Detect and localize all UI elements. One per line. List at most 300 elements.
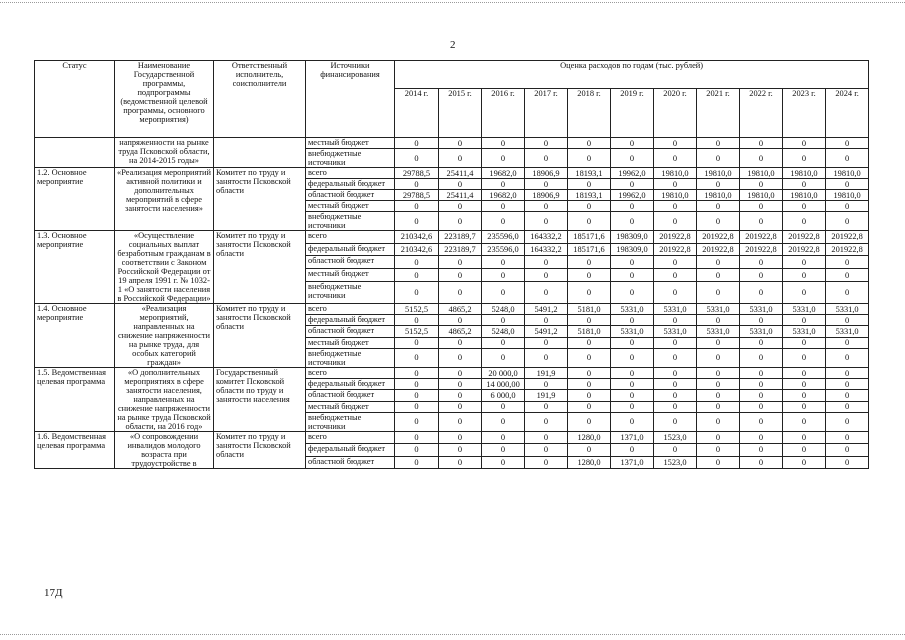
- amount-cell: 5491,2: [525, 304, 568, 315]
- header-year: 2014 г.: [395, 89, 439, 138]
- amount-cell: 0: [697, 256, 740, 269]
- amount-cell: 0: [740, 315, 783, 326]
- amount-cell: 0: [395, 401, 439, 412]
- amount-cell: 0: [697, 456, 740, 468]
- amount-cell: 0: [395, 379, 439, 390]
- amount-cell: 19810,0: [826, 168, 869, 179]
- amount-cell: 0: [525, 456, 568, 468]
- amount-cell: 5331,0: [783, 304, 826, 315]
- amount-cell: 164332,2: [525, 231, 568, 244]
- amount-cell: 0: [697, 138, 740, 149]
- amount-cell: 19962,0: [611, 190, 654, 201]
- amount-cell: 0: [525, 412, 568, 431]
- amount-cell: 0: [697, 390, 740, 401]
- amount-cell: 0: [654, 149, 697, 168]
- amount-cell: 0: [826, 201, 869, 212]
- amount-cell: 0: [654, 201, 697, 212]
- funding-source-cell: областной бюджет: [306, 256, 395, 269]
- amount-cell: 0: [482, 212, 525, 231]
- amount-cell: 0: [482, 138, 525, 149]
- amount-cell: 0: [568, 379, 611, 390]
- amount-cell: 0: [611, 149, 654, 168]
- amount-cell: 0: [482, 149, 525, 168]
- amount-cell: 0: [783, 212, 826, 231]
- amount-cell: 0: [611, 379, 654, 390]
- amount-cell: 0: [611, 401, 654, 412]
- amount-cell: 0: [439, 368, 482, 379]
- amount-cell: 0: [783, 456, 826, 468]
- amount-cell: 0: [654, 138, 697, 149]
- amount-cell: 0: [611, 212, 654, 231]
- amount-cell: 0: [439, 212, 482, 231]
- amount-cell: 5152,5: [395, 326, 439, 337]
- amount-cell: 0: [439, 456, 482, 468]
- amount-cell: 0: [525, 212, 568, 231]
- amount-cell: 0: [439, 149, 482, 168]
- amount-cell: 0: [826, 256, 869, 269]
- amount-cell: 191,9: [525, 390, 568, 401]
- amount-cell: 0: [826, 412, 869, 431]
- amount-cell: 0: [654, 269, 697, 282]
- amount-cell: 185171,6: [568, 243, 611, 256]
- amount-cell: 0: [611, 390, 654, 401]
- amount-cell: 0: [826, 281, 869, 303]
- amount-cell: 0: [783, 432, 826, 444]
- amount-cell: 0: [395, 179, 439, 190]
- amount-cell: 0: [568, 256, 611, 269]
- amount-cell: 0: [783, 269, 826, 282]
- amount-cell: 0: [439, 390, 482, 401]
- amount-cell: 0: [697, 444, 740, 456]
- amount-cell: 0: [525, 149, 568, 168]
- amount-cell: 0: [654, 379, 697, 390]
- amount-cell: 0: [783, 315, 826, 326]
- amount-cell: 0: [525, 444, 568, 456]
- amount-cell: 0: [783, 149, 826, 168]
- amount-cell: 0: [783, 256, 826, 269]
- amount-cell: 0: [395, 315, 439, 326]
- amount-cell: 25411,4: [439, 190, 482, 201]
- amount-cell: 0: [439, 315, 482, 326]
- program-name-cell: «О дополнительных мероприятиях в сфере занятости населения, направленных на снижение напряженности на рынке труда Псковской области, на 2016 год»: [115, 368, 214, 432]
- amount-cell: 0: [740, 256, 783, 269]
- amount-cell: 0: [395, 390, 439, 401]
- amount-cell: 0: [395, 149, 439, 168]
- amount-cell: 0: [395, 432, 439, 444]
- amount-cell: 29788,5: [395, 190, 439, 201]
- amount-cell: 0: [568, 269, 611, 282]
- amount-cell: 0: [611, 179, 654, 190]
- amount-cell: 0: [697, 337, 740, 348]
- table-row: [35, 304, 869, 315]
- header-year: 2023 г.: [783, 89, 826, 138]
- header-sources: Источники финансирования: [306, 61, 395, 138]
- amount-cell: 5491,2: [525, 326, 568, 337]
- amount-cell: 0: [568, 348, 611, 367]
- amount-cell: 210342,6: [395, 231, 439, 244]
- amount-cell: 0: [740, 412, 783, 431]
- amount-cell: 0: [783, 281, 826, 303]
- amount-cell: 0: [654, 444, 697, 456]
- amount-cell: 0: [395, 201, 439, 212]
- funding-source-cell: внебюджетные источники: [306, 149, 395, 168]
- funding-source-cell: федеральный бюджет: [306, 444, 395, 456]
- funding-source-cell: всего: [306, 231, 395, 244]
- table-row: [35, 168, 869, 179]
- amount-cell: 0: [740, 337, 783, 348]
- amount-cell: 201922,8: [826, 243, 869, 256]
- amount-cell: 0: [525, 348, 568, 367]
- amount-cell: 0: [568, 337, 611, 348]
- amount-cell: 0: [740, 281, 783, 303]
- amount-cell: 0: [568, 201, 611, 212]
- amount-cell: 5181,0: [568, 304, 611, 315]
- amount-cell: 201922,8: [697, 243, 740, 256]
- amount-cell: 0: [783, 390, 826, 401]
- header-year: 2017 г.: [525, 89, 568, 138]
- amount-cell: 0: [568, 138, 611, 149]
- funding-source-cell: внебюджетные источники: [306, 281, 395, 303]
- table-row: [35, 138, 869, 149]
- amount-cell: 0: [654, 412, 697, 431]
- amount-cell: 19682,0: [482, 168, 525, 179]
- program-name-cell: «Реализация мероприятий активной политики и дополнительных мероприятий в сфере занятости населения»: [115, 168, 214, 231]
- status-cell: 1.3. Основное мероприятие: [35, 231, 115, 304]
- amount-cell: 0: [611, 138, 654, 149]
- amount-cell: 0: [482, 456, 525, 468]
- amount-cell: 0: [395, 212, 439, 231]
- amount-cell: 1371,0: [611, 432, 654, 444]
- amount-cell: 0: [740, 368, 783, 379]
- amount-cell: 0: [826, 138, 869, 149]
- amount-cell: 0: [568, 149, 611, 168]
- amount-cell: 1523,0: [654, 432, 697, 444]
- header-responsible: Ответственный исполнитель, соисполнители: [214, 61, 306, 138]
- amount-cell: 0: [740, 269, 783, 282]
- responsible-cell: Комитет по труду и занятости Псковской области: [214, 231, 306, 304]
- funding-source-cell: местный бюджет: [306, 138, 395, 149]
- amount-cell: 19810,0: [740, 190, 783, 201]
- amount-cell: 0: [611, 201, 654, 212]
- amount-cell: 0: [439, 269, 482, 282]
- amount-cell: 5331,0: [611, 304, 654, 315]
- amount-cell: 0: [654, 256, 697, 269]
- amount-cell: 19810,0: [826, 190, 869, 201]
- amount-cell: 223189,7: [439, 231, 482, 244]
- funding-source-cell: местный бюджет: [306, 401, 395, 412]
- amount-cell: 0: [395, 337, 439, 348]
- funding-source-cell: федеральный бюджет: [306, 315, 395, 326]
- amount-cell: 4865,2: [439, 326, 482, 337]
- amount-cell: 0: [697, 432, 740, 444]
- amount-cell: 0: [826, 348, 869, 367]
- amount-cell: 0: [482, 348, 525, 367]
- amount-cell: 0: [525, 379, 568, 390]
- amount-cell: 19810,0: [783, 168, 826, 179]
- amount-cell: 0: [826, 179, 869, 190]
- funding-source-cell: всего: [306, 368, 395, 379]
- header-estimate: Оценка расходов по годам (тыс. рублей): [395, 61, 869, 89]
- amount-cell: 0: [611, 315, 654, 326]
- amount-cell: 0: [395, 256, 439, 269]
- amount-cell: 0: [740, 390, 783, 401]
- page-number: 2: [450, 39, 456, 51]
- amount-cell: 0: [482, 201, 525, 212]
- header-name: Наименование Государственной программы, подпрограммы (ведомственной целевой программы, основного мероприятия): [115, 61, 214, 138]
- header-year: 2016 г.: [482, 89, 525, 138]
- amount-cell: 0: [697, 179, 740, 190]
- amount-cell: 5248,0: [482, 326, 525, 337]
- amount-cell: 0: [826, 368, 869, 379]
- table-row: [35, 368, 869, 379]
- amount-cell: 18906,9: [525, 168, 568, 179]
- header-status: Статус: [35, 61, 115, 138]
- amount-cell: 25411,4: [439, 168, 482, 179]
- amount-cell: 0: [439, 379, 482, 390]
- funding-source-cell: внебюджетные источники: [306, 412, 395, 431]
- amount-cell: 19810,0: [654, 168, 697, 179]
- amount-cell: 201922,8: [654, 231, 697, 244]
- amount-cell: 0: [439, 256, 482, 269]
- amount-cell: 0: [482, 432, 525, 444]
- amount-cell: 0: [395, 368, 439, 379]
- table-row: [35, 231, 869, 244]
- amount-cell: 0: [439, 412, 482, 431]
- amount-cell: 0: [783, 179, 826, 190]
- amount-cell: 0: [611, 337, 654, 348]
- amount-cell: 0: [568, 401, 611, 412]
- amount-cell: 201922,8: [740, 231, 783, 244]
- amount-cell: 0: [482, 412, 525, 431]
- amount-cell: 19810,0: [654, 190, 697, 201]
- amount-cell: 19810,0: [697, 168, 740, 179]
- amount-cell: 201922,8: [697, 231, 740, 244]
- amount-cell: 0: [568, 368, 611, 379]
- amount-cell: 5331,0: [654, 326, 697, 337]
- amount-cell: 0: [525, 315, 568, 326]
- scan-top-edge: [0, 2, 905, 3]
- amount-cell: 0: [611, 368, 654, 379]
- amount-cell: 0: [826, 444, 869, 456]
- amount-cell: 0: [482, 337, 525, 348]
- amount-cell: 19810,0: [783, 190, 826, 201]
- amount-cell: 0: [826, 456, 869, 468]
- amount-cell: 0: [826, 379, 869, 390]
- amount-cell: 0: [826, 269, 869, 282]
- amount-cell: 0: [697, 368, 740, 379]
- amount-cell: 0: [482, 256, 525, 269]
- header-year: 2019 г.: [611, 89, 654, 138]
- amount-cell: 1371,0: [611, 456, 654, 468]
- amount-cell: 201922,8: [826, 231, 869, 244]
- amount-cell: 0: [439, 432, 482, 444]
- responsible-cell: Комитет по труду и занятости Псковской области: [214, 304, 306, 368]
- amount-cell: 0: [395, 269, 439, 282]
- amount-cell: 0: [740, 348, 783, 367]
- amount-cell: 14 000,00: [482, 379, 525, 390]
- amount-cell: 0: [697, 412, 740, 431]
- amount-cell: 201922,8: [740, 243, 783, 256]
- funding-source-cell: местный бюджет: [306, 337, 395, 348]
- amount-cell: 198309,0: [611, 231, 654, 244]
- funding-source-cell: областной бюджет: [306, 326, 395, 337]
- program-name-cell: «Реализация мероприятий, направленных на снижение напряженности на рынке труда, для особых категорий граждан»: [115, 304, 214, 368]
- amount-cell: 1523,0: [654, 456, 697, 468]
- amount-cell: 19682,0: [482, 190, 525, 201]
- amount-cell: 0: [783, 401, 826, 412]
- amount-cell: 0: [439, 281, 482, 303]
- amount-cell: 0: [568, 315, 611, 326]
- amount-cell: 0: [482, 269, 525, 282]
- status-cell: 1.2. Основное мероприятие: [35, 168, 115, 231]
- amount-cell: 0: [783, 444, 826, 456]
- amount-cell: 0: [740, 149, 783, 168]
- amount-cell: 0: [826, 432, 869, 444]
- amount-cell: 0: [654, 348, 697, 367]
- amount-cell: 0: [740, 444, 783, 456]
- amount-cell: 0: [697, 401, 740, 412]
- amount-cell: 0: [568, 281, 611, 303]
- amount-cell: 5331,0: [783, 326, 826, 337]
- amount-cell: 0: [525, 256, 568, 269]
- amount-cell: 0: [568, 212, 611, 231]
- header-year: 2022 г.: [740, 89, 783, 138]
- funding-source-cell: местный бюджет: [306, 269, 395, 282]
- amount-cell: 0: [482, 444, 525, 456]
- amount-cell: 0: [654, 390, 697, 401]
- amount-cell: 0: [783, 348, 826, 367]
- amount-cell: 0: [697, 201, 740, 212]
- amount-cell: 4865,2: [439, 304, 482, 315]
- amount-cell: 0: [395, 348, 439, 367]
- funding-source-cell: областной бюджет: [306, 390, 395, 401]
- amount-cell: 0: [654, 401, 697, 412]
- amount-cell: 5248,0: [482, 304, 525, 315]
- amount-cell: 0: [783, 412, 826, 431]
- amount-cell: 0: [482, 315, 525, 326]
- amount-cell: 0: [697, 379, 740, 390]
- amount-cell: 1280,0: [568, 432, 611, 444]
- status-cell: 1.5. Ведомственная целевая программа: [35, 368, 115, 432]
- amount-cell: 0: [654, 281, 697, 303]
- amount-cell: 0: [826, 401, 869, 412]
- amount-cell: 0: [439, 201, 482, 212]
- amount-cell: 201922,8: [783, 231, 826, 244]
- amount-cell: 0: [740, 432, 783, 444]
- amount-cell: 0: [740, 138, 783, 149]
- amount-cell: 0: [697, 149, 740, 168]
- amount-cell: 5152,5: [395, 304, 439, 315]
- amount-cell: 0: [525, 138, 568, 149]
- amount-cell: 201922,8: [783, 243, 826, 256]
- amount-cell: 0: [395, 412, 439, 431]
- amount-cell: 5331,0: [611, 326, 654, 337]
- amount-cell: 18193,1: [568, 168, 611, 179]
- amount-cell: 0: [568, 412, 611, 431]
- amount-cell: 0: [740, 456, 783, 468]
- amount-cell: 0: [482, 401, 525, 412]
- status-cell: 1.6. Ведомственная целевая программа: [35, 432, 115, 469]
- amount-cell: 18193,1: [568, 190, 611, 201]
- expenditure-table: [34, 60, 869, 469]
- amount-cell: 0: [783, 379, 826, 390]
- amount-cell: 0: [611, 256, 654, 269]
- funding-source-cell: всего: [306, 168, 395, 179]
- amount-cell: 223189,7: [439, 243, 482, 256]
- amount-cell: 0: [395, 444, 439, 456]
- table-row: [35, 432, 869, 444]
- funding-source-cell: всего: [306, 304, 395, 315]
- status-cell: 1.4. Основное мероприятие: [35, 304, 115, 368]
- amount-cell: 0: [439, 444, 482, 456]
- amount-cell: 210342,6: [395, 243, 439, 256]
- amount-cell: 0: [439, 179, 482, 190]
- amount-cell: 0: [611, 281, 654, 303]
- amount-cell: 0: [525, 432, 568, 444]
- program-name-cell: «О сопровождении инвалидов молодого возраста при трудоустройстве в: [115, 432, 214, 469]
- amount-cell: 0: [395, 138, 439, 149]
- amount-cell: 0: [697, 269, 740, 282]
- header-year: 2020 г.: [654, 89, 697, 138]
- amount-cell: 6 000,0: [482, 390, 525, 401]
- amount-cell: 0: [525, 201, 568, 212]
- funding-source-cell: федеральный бюджет: [306, 379, 395, 390]
- funding-source-cell: федеральный бюджет: [306, 179, 395, 190]
- amount-cell: 0: [697, 212, 740, 231]
- amount-cell: 0: [826, 315, 869, 326]
- header-year: 2015 г.: [439, 89, 482, 138]
- amount-cell: 201922,8: [654, 243, 697, 256]
- amount-cell: 5331,0: [654, 304, 697, 315]
- amount-cell: 198309,0: [611, 243, 654, 256]
- amount-cell: 0: [654, 212, 697, 231]
- amount-cell: 19810,0: [740, 168, 783, 179]
- amount-cell: 0: [826, 337, 869, 348]
- amount-cell: 0: [783, 138, 826, 149]
- amount-cell: 0: [654, 337, 697, 348]
- amount-cell: 5331,0: [826, 304, 869, 315]
- responsible-cell: Государственный комитет Псковской области по труду и занятости населения: [214, 368, 306, 432]
- amount-cell: 5331,0: [740, 304, 783, 315]
- amount-cell: 0: [826, 212, 869, 231]
- amount-cell: 0: [439, 401, 482, 412]
- amount-cell: 0: [826, 390, 869, 401]
- amount-cell: 0: [654, 315, 697, 326]
- amount-cell: 0: [568, 390, 611, 401]
- amount-cell: 0: [568, 444, 611, 456]
- amount-cell: 235596,0: [482, 243, 525, 256]
- amount-cell: 0: [439, 337, 482, 348]
- amount-cell: 0: [740, 212, 783, 231]
- amount-cell: 0: [482, 281, 525, 303]
- amount-cell: 0: [568, 179, 611, 190]
- amount-cell: 0: [395, 281, 439, 303]
- amount-cell: 5331,0: [697, 326, 740, 337]
- amount-cell: 185171,6: [568, 231, 611, 244]
- amount-cell: 1280,0: [568, 456, 611, 468]
- amount-cell: 5331,0: [826, 326, 869, 337]
- amount-cell: 20 000,0: [482, 368, 525, 379]
- amount-cell: 0: [654, 179, 697, 190]
- amount-cell: 0: [611, 444, 654, 456]
- status-cell: [35, 138, 115, 168]
- amount-cell: 0: [525, 401, 568, 412]
- document-code: 17Д: [44, 587, 63, 599]
- funding-source-cell: областной бюджет: [306, 190, 395, 201]
- amount-cell: 5331,0: [740, 326, 783, 337]
- header-year: 2024 г.: [826, 89, 869, 138]
- amount-cell: 0: [783, 368, 826, 379]
